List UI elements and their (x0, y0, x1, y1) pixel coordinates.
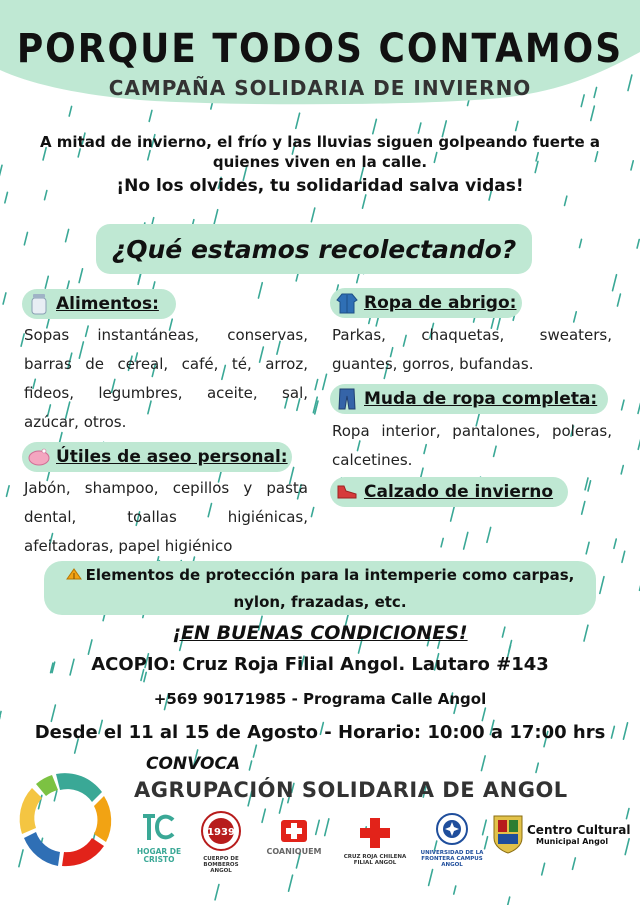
intro-text: A mitad de invierno, el frío y las lluvias siguen golpeando fuerte a quienes viven en la calle. (39, 133, 601, 171)
acopio-text: : Cruz Roja Filial Angol. Lautaro #143 (168, 654, 549, 675)
rain-streak (582, 502, 585, 515)
coaniquem-text: COANIQUEM (266, 847, 322, 856)
rain-streak (3, 293, 6, 304)
rain-streak (289, 875, 293, 891)
jar-icon (28, 293, 50, 315)
organizer-name: AGRUPACIÓN SOLIDARIA DE ANGOL (134, 778, 568, 802)
category-coats-label: Ropa de abrigo: (364, 293, 517, 313)
bomberos-text: CUERPO DE BOMBEROS ANGOL (203, 856, 239, 874)
category-food (22, 289, 176, 319)
rain-streak (149, 110, 152, 121)
soap-icon (28, 446, 50, 468)
rain-streak (507, 897, 509, 905)
rain-streak (617, 294, 620, 306)
rain-streak (249, 761, 251, 770)
category-food-text: Sopas instantáneas, conservas, barras de cereal, café, té, arroz, fideos, legumbres, aceite, sal, azúcar, otros. (24, 326, 308, 431)
category-coats-text: Parkas, chaquetas, sweaters, guantes, gorros, bufandas. (332, 326, 612, 373)
ufro-text: UNIVERSIDAD DE LA FRONTERA CAMPUS ANGOL (420, 850, 484, 868)
category-change-clothes (330, 384, 608, 414)
rain-streak (24, 232, 27, 244)
acopio-line (0, 654, 640, 675)
category-change-clothes-text: Ropa interior, pantalones, poleras, calcetines. (332, 422, 612, 469)
category-hygiene-label: Útiles de aseo personal: (56, 447, 288, 467)
rain-streak (0, 165, 2, 176)
rain-streak (622, 551, 625, 562)
category-food-label: Alimentos: (56, 294, 159, 314)
rain-streak (323, 374, 327, 389)
rain-streak (542, 863, 545, 875)
rain-streak (311, 208, 314, 222)
category-coats (330, 288, 522, 318)
rain-streak (454, 886, 456, 894)
jeans-icon (336, 388, 358, 410)
category-hygiene-text: Jabón, shampoo, cepillos y pasta dental, toallas higiénicas, afeitadoras, papel higiénico (24, 479, 308, 555)
rain-streak (631, 161, 633, 170)
rain-streak (451, 506, 455, 521)
collect-heading (96, 224, 532, 274)
rain-streak (516, 121, 518, 130)
rain-streak (482, 708, 485, 721)
phone-line: +569 90171985 - Programa Calle Angol (153, 690, 487, 708)
rain-streak (311, 508, 313, 517)
rain-streak (315, 380, 318, 390)
rain-streak (586, 542, 589, 554)
rain-streak (588, 481, 591, 491)
rain-streak (621, 466, 623, 474)
cruz-roja-logo (338, 816, 412, 866)
rain-streak (215, 885, 219, 900)
coaniquem-logo (258, 818, 330, 856)
page-subtitle: CAMPAÑA SOLIDARIA DE INVIERNO (108, 76, 532, 100)
tent-icon (66, 562, 82, 589)
rain-streak (565, 196, 567, 205)
hogar-de-cristo-logo (132, 810, 186, 864)
centro-cultural-logo (492, 814, 634, 854)
rain-streak (429, 870, 433, 886)
rain-streak (487, 527, 491, 542)
category-hygiene (22, 442, 292, 472)
convoca-label: CONVOCA (146, 754, 241, 774)
rain-streak (296, 113, 300, 128)
protection-text: Elementos de protección para la intemperie como carpas, nylon, frazadas, etc. (85, 566, 575, 611)
rain-streak (441, 538, 443, 546)
dates-line: Desde el 11 al 15 de Agosto - Horario: 10:00 a 17:00 hrs (34, 722, 606, 743)
rain-streak (6, 486, 9, 497)
rain-streak (258, 283, 262, 298)
rain-streak (622, 400, 624, 410)
rain-streak (585, 478, 588, 490)
category-change-clothes-label: Muda de ropa completa: (364, 389, 598, 409)
centro-cultural-sub: Municipal Angol (536, 837, 609, 846)
bomberos-year: 1939 (207, 827, 235, 838)
intro-highlight: ¡No los olvides, tu solidaridad salva vidas! (116, 176, 524, 196)
centro-cultural-title: Centro Cultural (527, 823, 631, 837)
rain-streak (600, 577, 604, 594)
protection-box (44, 561, 596, 615)
rain-streak (66, 229, 69, 241)
rain-streak (362, 195, 365, 208)
conditions-notice: ¡EN BUENAS CONDICIONES! (172, 622, 468, 644)
hogar-de-cristo-text: HOGAR DE CRISTO (136, 847, 182, 864)
cruz-roja-text: CRUZ ROJA CHILENA FILIAL ANGOL (343, 854, 407, 866)
rain-streak (579, 239, 581, 247)
bomberos-logo (194, 810, 248, 874)
rain-streak (45, 276, 48, 288)
rain-streak (253, 745, 256, 757)
rain-streak (536, 763, 538, 772)
acopio-label: ACOPIO (91, 654, 169, 675)
collect-heading-text: ¿Qué estamos recolectando? (111, 234, 517, 264)
category-shoes (330, 477, 568, 507)
category-shoes-label: Calzado de invierno (364, 482, 554, 502)
shoe-icon (336, 481, 358, 503)
rain-streak (637, 240, 639, 249)
page-title: PORQUE TODOS CONTAMOS (16, 26, 624, 72)
rain-streak (214, 210, 218, 225)
coat-icon (336, 292, 358, 314)
rain-streak (614, 539, 616, 548)
rain-streak (613, 275, 617, 291)
rain-streak (464, 532, 468, 549)
organizer-emblem (10, 764, 122, 876)
ufro-logo (418, 812, 486, 868)
rain-streak (481, 756, 485, 771)
rain-streak (79, 269, 82, 283)
rain-streak (572, 858, 575, 869)
